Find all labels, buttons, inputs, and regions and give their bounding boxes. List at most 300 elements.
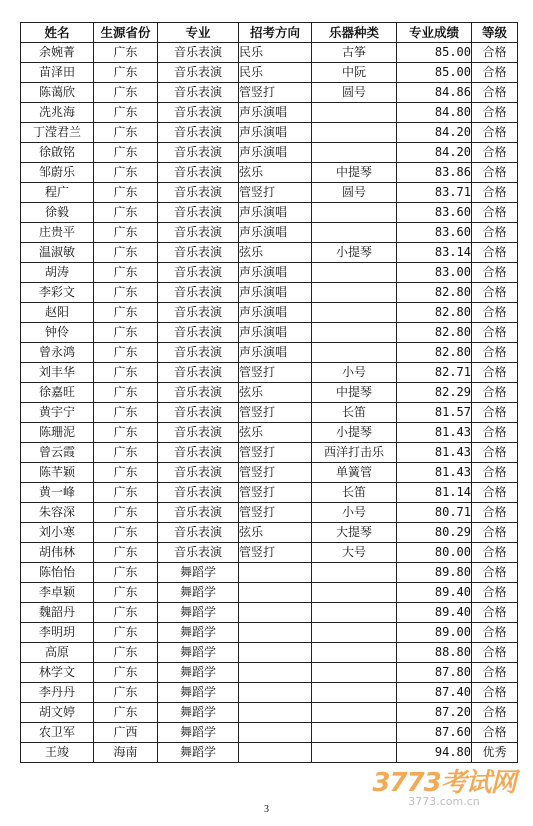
- cell-score: 81.14: [397, 483, 472, 503]
- cell-score: 84.20: [397, 123, 472, 143]
- cell-instrument: [312, 283, 397, 303]
- cell-grade: 合格: [472, 223, 518, 243]
- cell-major: 音乐表演: [158, 303, 239, 323]
- cell-province: 广东: [94, 163, 158, 183]
- cell-grade: 合格: [472, 163, 518, 183]
- cell-grade: 优秀: [472, 743, 518, 763]
- cell-grade: 合格: [472, 123, 518, 143]
- cell-score: 82.29: [397, 383, 472, 403]
- table-body: [21, 43, 518, 763]
- table-row: [21, 463, 518, 483]
- cell-instrument: [312, 563, 397, 583]
- cell-name: 朱容深: [21, 503, 94, 523]
- cell-name: 黄一峰: [21, 483, 94, 503]
- cell-major: 音乐表演: [158, 223, 239, 243]
- cell-grade: 合格: [472, 423, 518, 443]
- cell-name: 高原: [21, 643, 94, 663]
- cell-grade: 合格: [472, 703, 518, 723]
- cell-score: 89.40: [397, 603, 472, 623]
- table-row: [21, 323, 518, 343]
- cell-score: 81.43: [397, 443, 472, 463]
- cell-instrument: [312, 263, 397, 283]
- cell-instrument: 小提琴: [312, 243, 397, 263]
- cell-name: 丁滢君兰: [21, 123, 94, 143]
- cell-direction: [239, 723, 312, 743]
- cell-instrument: 圆号: [312, 83, 397, 103]
- cell-score: 84.80: [397, 103, 472, 123]
- cell-score: 83.60: [397, 223, 472, 243]
- cell-score: 83.86: [397, 163, 472, 183]
- cell-grade: 合格: [472, 43, 518, 63]
- cell-major: 舞蹈学: [158, 643, 239, 663]
- table-row: [21, 83, 518, 103]
- table-row: [21, 683, 518, 703]
- cell-major: 音乐表演: [158, 483, 239, 503]
- cell-instrument: [312, 103, 397, 123]
- cell-score: 89.40: [397, 583, 472, 603]
- cell-instrument: [312, 323, 397, 343]
- cell-grade: 合格: [472, 443, 518, 463]
- cell-score: 89.80: [397, 563, 472, 583]
- table-row: [21, 363, 518, 383]
- cell-score: 87.40: [397, 683, 472, 703]
- table-row: [21, 703, 518, 723]
- cell-direction: 管竖打: [239, 543, 312, 563]
- table-row: [21, 383, 518, 403]
- cell-grade: 合格: [472, 203, 518, 223]
- cell-province: 广东: [94, 403, 158, 423]
- header-grade: 等级: [472, 23, 518, 43]
- table-header-row: [21, 23, 518, 43]
- header-direction: 招考方向: [239, 23, 312, 43]
- cell-grade: 合格: [472, 603, 518, 623]
- header-score: 专业成绩: [397, 23, 472, 43]
- cell-score: 80.29: [397, 523, 472, 543]
- cell-instrument: 西洋打击乐: [312, 443, 397, 463]
- cell-major: 音乐表演: [158, 123, 239, 143]
- cell-instrument: [312, 583, 397, 603]
- table-row: [21, 543, 518, 563]
- cell-name: 胡文婷: [21, 703, 94, 723]
- cell-instrument: 单簧管: [312, 463, 397, 483]
- cell-direction: 声乐演唱: [239, 123, 312, 143]
- cell-name: 曾云霞: [21, 443, 94, 463]
- cell-name: 温淑敏: [21, 243, 94, 263]
- cell-direction: 声乐演唱: [239, 303, 312, 323]
- table-row: [21, 43, 518, 63]
- cell-province: 广东: [94, 443, 158, 463]
- cell-direction: 管竖打: [239, 503, 312, 523]
- cell-province: 广东: [94, 103, 158, 123]
- cell-name: 农卫军: [21, 723, 94, 743]
- cell-direction: 声乐演唱: [239, 223, 312, 243]
- cell-grade: 合格: [472, 643, 518, 663]
- cell-instrument: 大号: [312, 543, 397, 563]
- cell-score: 94.80: [397, 743, 472, 763]
- cell-score: 82.80: [397, 283, 472, 303]
- cell-major: 舞蹈学: [158, 703, 239, 723]
- cell-province: 广东: [94, 503, 158, 523]
- cell-score: 84.86: [397, 83, 472, 103]
- cell-direction: 管竖打: [239, 183, 312, 203]
- cell-name: 李丹丹: [21, 683, 94, 703]
- cell-major: 音乐表演: [158, 43, 239, 63]
- cell-instrument: [312, 683, 397, 703]
- cell-score: 82.71: [397, 363, 472, 383]
- cell-major: 音乐表演: [158, 403, 239, 423]
- cell-direction: 管竖打: [239, 403, 312, 423]
- cell-major: 音乐表演: [158, 443, 239, 463]
- cell-name: 陈珊泥: [21, 423, 94, 443]
- cell-direction: [239, 703, 312, 723]
- cell-major: 音乐表演: [158, 163, 239, 183]
- cell-direction: 管竖打: [239, 483, 312, 503]
- cell-name: 林学文: [21, 663, 94, 683]
- cell-name: 李卓颖: [21, 583, 94, 603]
- cell-name: 曾永鸿: [21, 343, 94, 363]
- cell-direction: 声乐演唱: [239, 203, 312, 223]
- cell-province: 广东: [94, 483, 158, 503]
- cell-name: 李彩文: [21, 283, 94, 303]
- cell-direction: [239, 663, 312, 683]
- cell-province: 广东: [94, 303, 158, 323]
- cell-direction: [239, 743, 312, 763]
- cell-direction: 弦乐: [239, 243, 312, 263]
- cell-instrument: [312, 343, 397, 363]
- table-row: [21, 403, 518, 423]
- cell-major: 音乐表演: [158, 363, 239, 383]
- cell-score: 88.80: [397, 643, 472, 663]
- header-instrument: 乐器种类: [312, 23, 397, 43]
- cell-province: 广东: [94, 63, 158, 83]
- cell-direction: 声乐演唱: [239, 143, 312, 163]
- cell-name: 魏韶丹: [21, 603, 94, 623]
- cell-province: 广东: [94, 263, 158, 283]
- cell-name: 徐嘉旺: [21, 383, 94, 403]
- cell-grade: 合格: [472, 623, 518, 643]
- cell-instrument: [312, 203, 397, 223]
- table-row: [21, 143, 518, 163]
- cell-province: 广东: [94, 363, 158, 383]
- cell-score: 85.00: [397, 43, 472, 63]
- cell-instrument: [312, 663, 397, 683]
- cell-grade: 合格: [472, 663, 518, 683]
- cell-province: 海南: [94, 743, 158, 763]
- cell-instrument: [312, 143, 397, 163]
- header-province: 生源省份: [94, 23, 158, 43]
- cell-grade: 合格: [472, 583, 518, 603]
- cell-major: 舞蹈学: [158, 623, 239, 643]
- cell-direction: [239, 683, 312, 703]
- cell-grade: 合格: [472, 283, 518, 303]
- cell-direction: 民乐: [239, 43, 312, 63]
- cell-instrument: 中提琴: [312, 163, 397, 183]
- cell-province: 广东: [94, 603, 158, 623]
- table-row: [21, 623, 518, 643]
- cell-grade: 合格: [472, 323, 518, 343]
- cell-major: 音乐表演: [158, 423, 239, 443]
- cell-province: 广东: [94, 563, 158, 583]
- cell-grade: 合格: [472, 343, 518, 363]
- table-row: [21, 643, 518, 663]
- cell-grade: 合格: [472, 303, 518, 323]
- cell-province: 广东: [94, 423, 158, 443]
- cell-name: 黄宇宁: [21, 403, 94, 423]
- cell-score: 87.80: [397, 663, 472, 683]
- table-row: [21, 303, 518, 323]
- cell-major: 音乐表演: [158, 503, 239, 523]
- cell-score: 82.80: [397, 343, 472, 363]
- cell-direction: 管竖打: [239, 83, 312, 103]
- cell-direction: 管竖打: [239, 443, 312, 463]
- cell-name: 徐毅: [21, 203, 94, 223]
- cell-name: 徐啟铭: [21, 143, 94, 163]
- table-row: [21, 223, 518, 243]
- cell-province: 广东: [94, 83, 158, 103]
- table-row: [21, 503, 518, 523]
- cell-score: 82.80: [397, 303, 472, 323]
- table-row: [21, 203, 518, 223]
- cell-name: 冼兆海: [21, 103, 94, 123]
- cell-direction: 声乐演唱: [239, 283, 312, 303]
- cell-score: 83.14: [397, 243, 472, 263]
- cell-grade: 合格: [472, 463, 518, 483]
- cell-score: 81.57: [397, 403, 472, 423]
- cell-name: 程广: [21, 183, 94, 203]
- cell-instrument: [312, 643, 397, 663]
- watermark-sub-text: 3773.com.cn: [408, 795, 480, 808]
- cell-province: 广东: [94, 283, 158, 303]
- cell-grade: 合格: [472, 523, 518, 543]
- watermark-main-text: 3773考试网: [372, 768, 516, 798]
- cell-instrument: 小号: [312, 363, 397, 383]
- cell-instrument: [312, 303, 397, 323]
- table-row: [21, 723, 518, 743]
- cell-province: 广东: [94, 703, 158, 723]
- cell-score: 80.00: [397, 543, 472, 563]
- table-row: [21, 163, 518, 183]
- cell-instrument: 小提琴: [312, 423, 397, 443]
- cell-province: 广东: [94, 43, 158, 63]
- cell-major: 音乐表演: [158, 243, 239, 263]
- cell-province: 广西: [94, 723, 158, 743]
- cell-grade: 合格: [472, 723, 518, 743]
- cell-major: 音乐表演: [158, 463, 239, 483]
- cell-name: 胡伟林: [21, 543, 94, 563]
- cell-grade: 合格: [472, 263, 518, 283]
- cell-name: 钟伶: [21, 323, 94, 343]
- cell-name: 邹蔚乐: [21, 163, 94, 183]
- table-row: [21, 123, 518, 143]
- cell-province: 广东: [94, 583, 158, 603]
- cell-direction: 管竖打: [239, 463, 312, 483]
- cell-name: 余婉菁: [21, 43, 94, 63]
- cell-name: 陈怡怡: [21, 563, 94, 583]
- cell-instrument: [312, 743, 397, 763]
- cell-instrument: [312, 703, 397, 723]
- cell-direction: 弦乐: [239, 383, 312, 403]
- cell-major: 舞蹈学: [158, 563, 239, 583]
- cell-direction: 声乐演唱: [239, 323, 312, 343]
- cell-province: 广东: [94, 383, 158, 403]
- cell-province: 广东: [94, 463, 158, 483]
- cell-major: 舞蹈学: [158, 603, 239, 623]
- cell-name: 苗泽田: [21, 63, 94, 83]
- cell-grade: 合格: [472, 63, 518, 83]
- cell-province: 广东: [94, 623, 158, 643]
- cell-direction: 声乐演唱: [239, 263, 312, 283]
- cell-grade: 合格: [472, 543, 518, 563]
- cell-grade: 合格: [472, 363, 518, 383]
- cell-major: 音乐表演: [158, 103, 239, 123]
- cell-score: 81.43: [397, 463, 472, 483]
- cell-name: 陈蔼欣: [21, 83, 94, 103]
- table-row: [21, 243, 518, 263]
- table-row: [21, 63, 518, 83]
- cell-score: 80.71: [397, 503, 472, 523]
- header-major: 专业: [158, 23, 239, 43]
- cell-instrument: [312, 123, 397, 143]
- cell-major: 音乐表演: [158, 523, 239, 543]
- cell-instrument: [312, 603, 397, 623]
- cell-direction: 弦乐: [239, 423, 312, 443]
- cell-grade: 合格: [472, 383, 518, 403]
- cell-direction: [239, 623, 312, 643]
- table-row: [21, 283, 518, 303]
- cell-score: 82.80: [397, 323, 472, 343]
- cell-score: 81.43: [397, 423, 472, 443]
- cell-grade: 合格: [472, 503, 518, 523]
- cell-grade: 合格: [472, 483, 518, 503]
- table-row: [21, 523, 518, 543]
- cell-province: 广东: [94, 343, 158, 363]
- cell-grade: 合格: [472, 143, 518, 163]
- cell-instrument: 中阮: [312, 63, 397, 83]
- cell-major: 舞蹈学: [158, 743, 239, 763]
- cell-score: 87.60: [397, 723, 472, 743]
- cell-grade: 合格: [472, 683, 518, 703]
- cell-name: 刘丰华: [21, 363, 94, 383]
- cell-score: 83.60: [397, 203, 472, 223]
- cell-grade: 合格: [472, 103, 518, 123]
- cell-province: 广东: [94, 243, 158, 263]
- cell-major: 舞蹈学: [158, 683, 239, 703]
- cell-name: 陈芊颖: [21, 463, 94, 483]
- table-row: [21, 183, 518, 203]
- cell-province: 广东: [94, 643, 158, 663]
- cell-instrument: 古筝: [312, 43, 397, 63]
- cell-instrument: 中提琴: [312, 383, 397, 403]
- cell-grade: 合格: [472, 563, 518, 583]
- cell-score: 83.71: [397, 183, 472, 203]
- cell-direction: [239, 643, 312, 663]
- table-row: [21, 103, 518, 123]
- cell-major: 音乐表演: [158, 143, 239, 163]
- cell-name: 赵阳: [21, 303, 94, 323]
- cell-province: 广东: [94, 663, 158, 683]
- table-row: [21, 563, 518, 583]
- cell-direction: 民乐: [239, 63, 312, 83]
- cell-direction: [239, 583, 312, 603]
- cell-name: 李明玥: [21, 623, 94, 643]
- cell-major: 音乐表演: [158, 383, 239, 403]
- cell-major: 音乐表演: [158, 283, 239, 303]
- cell-direction: 声乐演唱: [239, 343, 312, 363]
- table-row: [21, 663, 518, 683]
- admission-score-table: [20, 22, 518, 763]
- cell-grade: 合格: [472, 403, 518, 423]
- cell-direction: 声乐演唱: [239, 103, 312, 123]
- page-number: 3: [264, 804, 269, 815]
- cell-instrument: [312, 223, 397, 243]
- table-row: [21, 583, 518, 603]
- cell-instrument: [312, 723, 397, 743]
- header-name: 姓名: [21, 23, 94, 43]
- cell-grade: 合格: [472, 83, 518, 103]
- cell-major: 音乐表演: [158, 63, 239, 83]
- cell-direction: 管竖打: [239, 363, 312, 383]
- cell-major: 音乐表演: [158, 343, 239, 363]
- cell-name: 胡涛: [21, 263, 94, 283]
- cell-province: 广东: [94, 223, 158, 243]
- cell-name: 王竣: [21, 743, 94, 763]
- cell-province: 广东: [94, 683, 158, 703]
- cell-instrument: 小号: [312, 503, 397, 523]
- cell-instrument: 长笛: [312, 403, 397, 423]
- cell-major: 音乐表演: [158, 263, 239, 283]
- cell-instrument: 大提琴: [312, 523, 397, 543]
- cell-instrument: 长笛: [312, 483, 397, 503]
- cell-name: 刘小寒: [21, 523, 94, 543]
- cell-score: 89.00: [397, 623, 472, 643]
- table-row: [21, 443, 518, 463]
- watermark-logo: [369, 762, 519, 808]
- cell-direction: [239, 603, 312, 623]
- cell-direction: [239, 563, 312, 583]
- cell-grade: 合格: [472, 183, 518, 203]
- cell-major: 舞蹈学: [158, 723, 239, 743]
- cell-province: 广东: [94, 543, 158, 563]
- cell-major: 音乐表演: [158, 323, 239, 343]
- cell-score: 83.00: [397, 263, 472, 283]
- cell-province: 广东: [94, 523, 158, 543]
- cell-direction: 弦乐: [239, 163, 312, 183]
- cell-grade: 合格: [472, 243, 518, 263]
- table-row: [21, 743, 518, 763]
- cell-province: 广东: [94, 323, 158, 343]
- cell-instrument: 圆号: [312, 183, 397, 203]
- cell-province: 广东: [94, 203, 158, 223]
- table-row: [21, 603, 518, 623]
- cell-score: 84.20: [397, 143, 472, 163]
- table-row: [21, 483, 518, 503]
- cell-score: 85.00: [397, 63, 472, 83]
- cell-province: 广东: [94, 143, 158, 163]
- cell-province: 广东: [94, 183, 158, 203]
- cell-name: 庄贵平: [21, 223, 94, 243]
- cell-major: 音乐表演: [158, 203, 239, 223]
- cell-major: 舞蹈学: [158, 663, 239, 683]
- cell-direction: 弦乐: [239, 523, 312, 543]
- table-row: [21, 343, 518, 363]
- table-row: [21, 423, 518, 443]
- cell-major: 舞蹈学: [158, 583, 239, 603]
- cell-major: 音乐表演: [158, 83, 239, 103]
- cell-major: 音乐表演: [158, 183, 239, 203]
- cell-score: 87.20: [397, 703, 472, 723]
- cell-major: 音乐表演: [158, 543, 239, 563]
- cell-instrument: [312, 623, 397, 643]
